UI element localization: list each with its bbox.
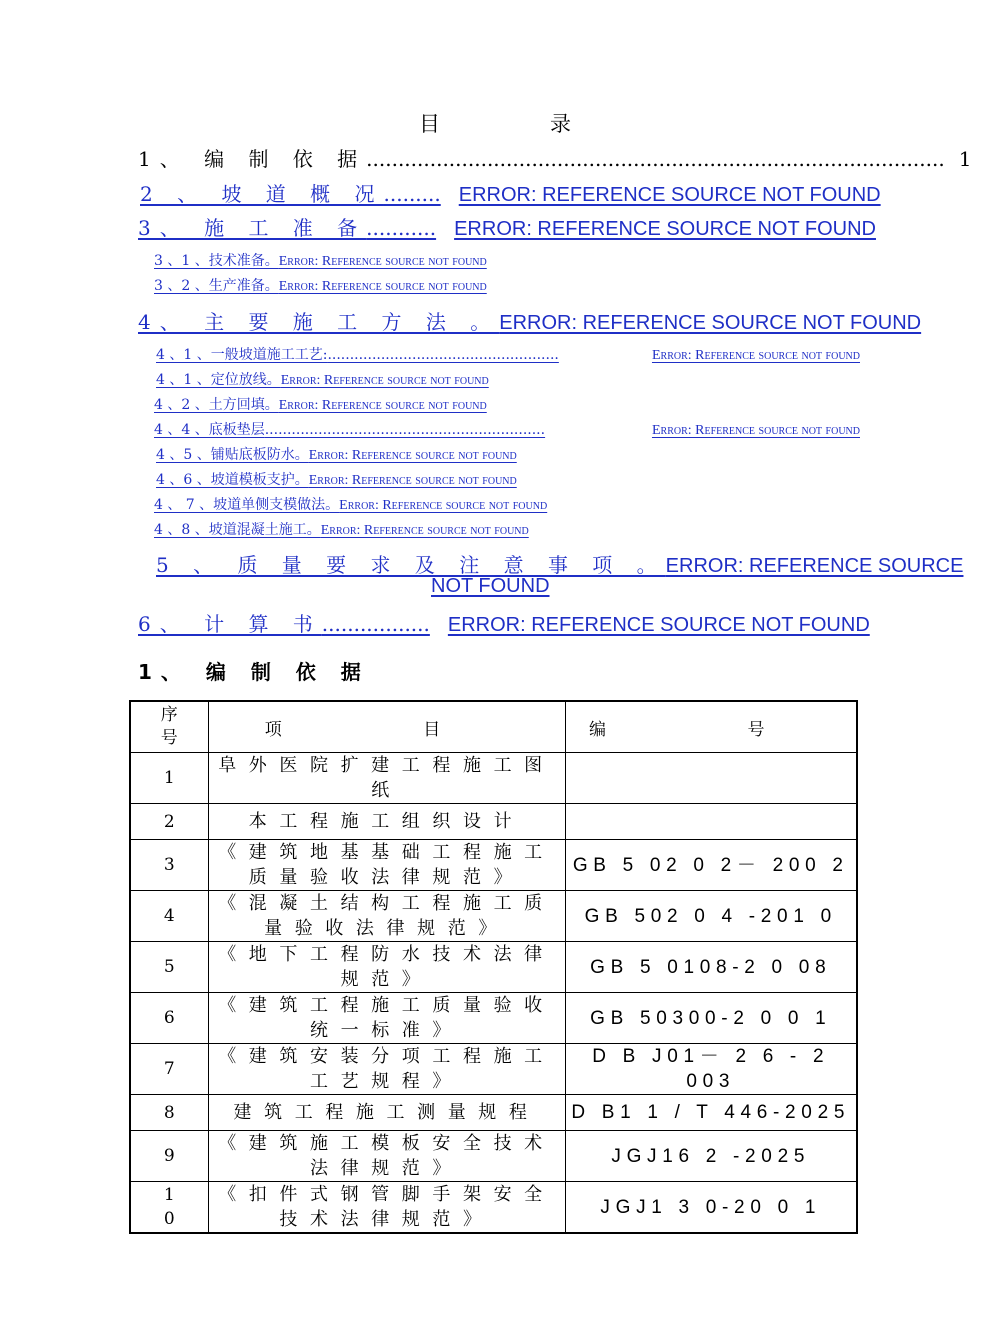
toc-entry-4-5[interactable]: 4 、5 、铺贴底板防水。 Error: Reference source not found xyxy=(156,447,517,463)
row-code: D B1 1 / T 446-2025 xyxy=(565,1095,857,1131)
toc-title-left: 目 xyxy=(419,112,440,136)
table-row xyxy=(130,804,857,840)
row-item: 《建筑地基基础工程施工质量验收法律规范》 xyxy=(208,840,565,891)
row-index: 2 xyxy=(130,804,208,840)
row-item: 本工程施工组织设计 xyxy=(208,804,565,840)
row-index: 10 xyxy=(130,1182,208,1234)
basis-table xyxy=(129,700,858,1234)
table-row xyxy=(130,942,857,993)
header-index: 序号 xyxy=(130,701,208,753)
table-row xyxy=(130,1044,857,1095)
row-code: GB 502 0 4 -201 0 xyxy=(565,891,857,942)
table-header-row xyxy=(130,701,857,753)
row-item: 建筑工程施工测量规程 xyxy=(208,1095,565,1131)
row-code: GB 5 0108-2 0 08 xyxy=(565,942,857,993)
row-index: 6 xyxy=(130,993,208,1044)
table-row xyxy=(130,753,857,804)
row-index: 5 xyxy=(130,942,208,993)
table-row xyxy=(130,1182,857,1234)
table-row xyxy=(130,1095,857,1131)
toc-entry-4-1b[interactable]: 4 、1 、定位放线。 Error: Reference source not found xyxy=(156,372,489,388)
row-code: GB 50300-2 0 0 1 xyxy=(565,993,857,1044)
toc-entry-4[interactable]: 4、 主 要 施 工 方 法 。 ERROR: REFERENCE SOURCE NOT FOUND xyxy=(138,310,922,334)
toc-entry-5[interactable]: 5 、 质 量 要 求 及 注 意 事 项 。 ERROR: REFERENCE SOURCE xyxy=(156,553,964,577)
row-index: 1 xyxy=(130,753,208,804)
toc-entry-6[interactable]: 6、 计 算 书 ................. ERROR: REFERENCE SOURCE NOT FOUND xyxy=(138,612,870,636)
toc-entry-3-1[interactable]: 3 、1 、技术准备。 Error: Reference source not found xyxy=(154,253,487,269)
row-item: 阜外医院扩建工程施工图纸 xyxy=(208,753,565,804)
toc-entry-3-2[interactable]: 3 、2 、生产准备。 Error: Reference source not found xyxy=(154,278,487,294)
toc-entry-4-4[interactable]: 4 、4 、底板垫层 ............................................................... Error: Reference source not found xyxy=(154,422,860,438)
section-1-heading: 1、 编 制 依 据 xyxy=(138,660,370,684)
row-item: 《建筑施工模板安全技术法律规范》 xyxy=(208,1131,565,1182)
toc-title-right: 录 xyxy=(550,112,571,136)
header-code: 编 号 xyxy=(565,701,857,753)
table-row xyxy=(130,1131,857,1182)
row-code: D B J01－ 2 6 - 2 003 xyxy=(565,1044,857,1095)
toc-entry-1[interactable]: 1、 编 制 依 据 ........................................................................................... 1 xyxy=(138,147,972,171)
toc-entry-4-2[interactable]: 4 、2 、土方回填。 Error: Reference source not found xyxy=(154,397,487,413)
row-item: 《混凝土结构工程施工质量验收法律规范》 xyxy=(208,891,565,942)
toc-entry-4-8[interactable]: 4 、8 、坡道混凝土施工。 Error: Reference source not found xyxy=(154,522,529,538)
row-index: 3 xyxy=(130,840,208,891)
row-code xyxy=(565,804,857,840)
row-item: 《扣件式钢管脚手架安全技术法律规范》 xyxy=(208,1182,565,1234)
table-row xyxy=(130,993,857,1044)
row-code: JGJ1 3 0-20 0 1 xyxy=(565,1182,857,1234)
row-item: 《建筑安装分项工程施工工艺规程》 xyxy=(208,1044,565,1095)
toc-entry-3[interactable]: 3、 施 工 准 备 ........... ERROR: REFERENCE SOURCE NOT FOUND xyxy=(138,216,876,240)
header-item: 项 目 xyxy=(208,701,565,753)
row-index: 4 xyxy=(130,891,208,942)
toc-entry-2[interactable]: 2 、 坡 道 概 况 ......... ERROR: REFERENCE SOURCE NOT FOUND xyxy=(140,182,881,206)
row-index: 8 xyxy=(130,1095,208,1131)
table-row xyxy=(130,891,857,942)
row-code xyxy=(565,753,857,804)
toc-title xyxy=(0,108,990,138)
toc-entry-5-cont[interactable]: NOT FOUND xyxy=(431,575,550,597)
row-code: GB 5 02 0 2－ 200 2 xyxy=(565,840,857,891)
toc-entry-4-7[interactable]: 4 、 7 、坡道单侧支模做法。 Error: Reference source not found xyxy=(154,497,548,513)
table-row xyxy=(130,840,857,891)
toc-entry-4-1a[interactable]: 4 、1 、一般坡道施工工艺: .................................................... Error: Reference source not found xyxy=(156,347,860,363)
row-index: 9 xyxy=(130,1131,208,1182)
row-code: JGJ16 2 -2025 xyxy=(565,1131,857,1182)
row-index: 7 xyxy=(130,1044,208,1095)
toc-entry-4-6[interactable]: 4 、6 、坡道模板支护。 Error: Reference source not found xyxy=(156,472,517,488)
row-item: 《地下工程防水技术法律规范》 xyxy=(208,942,565,993)
row-item: 《建筑工程施工质量验收统一标准》 xyxy=(208,993,565,1044)
